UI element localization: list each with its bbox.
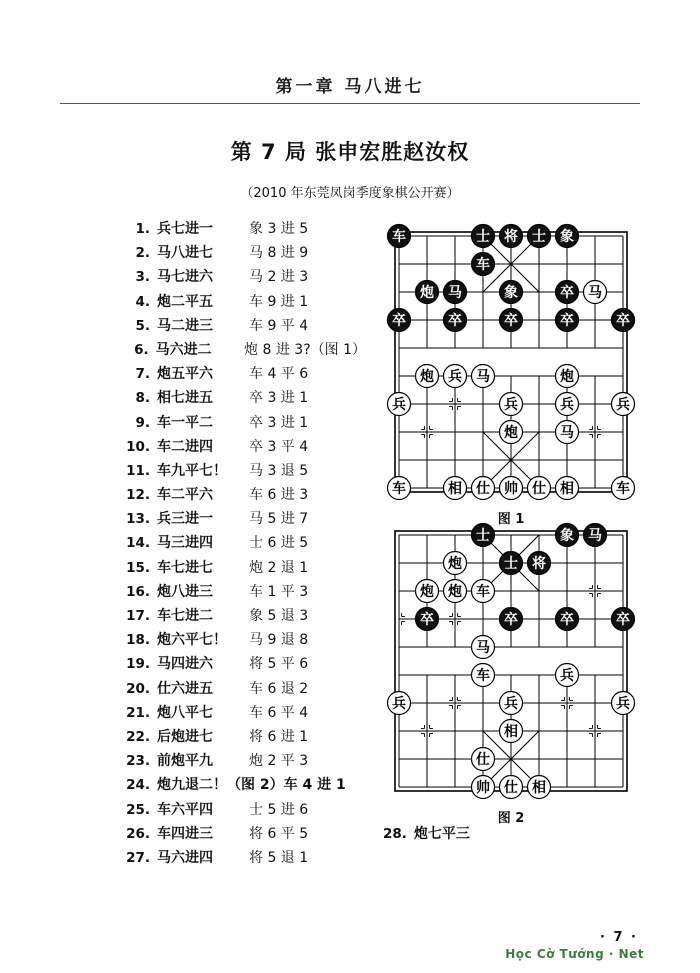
move-number: 10. (126, 438, 150, 455)
board-piece (472, 225, 495, 248)
move-black: 卒 3 进 1 (249, 414, 309, 431)
board-piece (500, 720, 523, 743)
piece-label: 象 (504, 285, 518, 302)
move-row (116, 702, 366, 726)
piece-label: 士 (504, 556, 518, 573)
piece-label: 炮 (420, 285, 434, 302)
move-black: 炮 2 退 1 (249, 559, 309, 576)
move-number: 2. (135, 245, 150, 262)
piece-label: 将 (532, 556, 546, 573)
piece-label: 兵 (392, 397, 406, 414)
piece-label: 卒 (504, 612, 518, 629)
move-red: 兵三进一 (157, 511, 213, 528)
move-black: 车 6 进 3 (249, 487, 309, 504)
move-row (116, 774, 366, 798)
diagram1-svg (383, 220, 639, 504)
piece-label: 帅 (504, 481, 518, 498)
move-black: 象 5 退 3 (249, 608, 309, 624)
move-number: 7. (135, 366, 150, 383)
board-piece (556, 477, 579, 500)
piece-label: 车 (616, 481, 630, 498)
move-black: 炮 2 平 3 (249, 753, 309, 770)
piece-label: 相 (504, 724, 518, 741)
board-piece (444, 552, 467, 575)
move-row (116, 242, 366, 266)
board-piece (556, 608, 579, 631)
board-piece (500, 692, 523, 715)
move-red: 前炮平九 (157, 753, 213, 770)
move-red: 马八进七 (157, 245, 213, 262)
move-black: 马 9 退 8 (249, 632, 309, 649)
board-piece (388, 309, 411, 332)
page-title: 第 7 局 张申宏胜赵汝权 (230, 140, 470, 164)
piece-label: 象 (560, 229, 574, 246)
board-piece (556, 309, 579, 332)
board-piece (556, 365, 579, 388)
board-piece (612, 692, 635, 715)
move-row (116, 678, 366, 702)
move-number: 13. (126, 511, 150, 528)
board-piece (500, 393, 523, 416)
piece-label: 卒 (448, 313, 462, 330)
move-black: 车 9 平 4 (249, 317, 309, 334)
piece-label: 仕 (476, 752, 490, 769)
piece-label: 兵 (560, 668, 574, 685)
piece-label: 士 (476, 229, 490, 246)
piece-label: 马 (476, 640, 490, 657)
board-piece (388, 225, 411, 248)
move-red: 车七进二 (157, 608, 213, 624)
piece-label: 炮 (504, 425, 518, 442)
move-red: 炮六平七！ (157, 632, 227, 649)
move-red: 仕六进五 (157, 680, 213, 697)
piece-label: 仕 (504, 780, 518, 797)
piece-label: 相 (560, 481, 574, 498)
piece-label: 车 (476, 584, 490, 601)
board-piece (584, 524, 607, 547)
move-red: 车二进四 (157, 438, 213, 455)
move-red: 车四进三 (157, 825, 213, 842)
board-piece (500, 776, 523, 799)
move-number: 23. (126, 753, 150, 770)
move-red: 车一平二 (157, 414, 213, 431)
board-piece (612, 608, 635, 631)
piece-label: 车 (476, 257, 490, 274)
move-black: 车 6 退 2 (249, 680, 309, 697)
move-row (116, 508, 366, 532)
move-number: 26. (126, 825, 150, 842)
move-row (116, 266, 366, 290)
move-number: 19. (126, 656, 150, 673)
piece-label: 炮 (420, 584, 434, 601)
piece-label: 炮 (448, 584, 462, 601)
watermark: Học Cờ Tướng · Net (505, 947, 644, 961)
move-row (116, 315, 366, 339)
move-number: 3. (135, 269, 150, 286)
move-row (116, 387, 366, 411)
board-piece (472, 664, 495, 687)
move-red: 车九平七！ (157, 462, 227, 479)
piece-label: 兵 (504, 397, 518, 414)
piece-label: 炮 (448, 556, 462, 573)
move-number: 9. (135, 414, 150, 431)
piece-label: 卒 (560, 285, 574, 302)
diagram-1-caption: 图 1 (497, 512, 525, 527)
move-number: 16. (126, 583, 150, 600)
board-piece (500, 309, 523, 332)
piece-label: 象 (560, 528, 574, 545)
piece-label: 卒 (560, 313, 574, 330)
move-number: 11. (126, 462, 150, 479)
diagram-2 (383, 519, 639, 826)
board-piece (444, 281, 467, 304)
board-piece (444, 309, 467, 332)
move-red: 后炮进七 (157, 728, 213, 745)
move-row (116, 605, 366, 629)
piece-label: 卒 (616, 313, 630, 330)
board-piece (416, 608, 439, 631)
move-black: 马 3 退 5 (249, 462, 309, 479)
move-red: 车二平六 (157, 487, 213, 504)
move-black: 炮 8 进 3?（图 1） (244, 341, 366, 358)
move-row (116, 484, 366, 508)
move-number: 20. (126, 680, 150, 697)
board-piece (472, 253, 495, 276)
move-black: 马 8 进 9 (249, 245, 309, 262)
move-number: 15. (126, 559, 150, 576)
piece-label: 车 (392, 481, 406, 498)
move-number: 5. (135, 317, 150, 334)
piece-label: 兵 (616, 696, 630, 713)
move-black: 马 2 进 3 (249, 269, 309, 286)
board-piece (416, 281, 439, 304)
piece-label: 相 (532, 780, 546, 797)
move-red: 兵七进一 (157, 221, 213, 237)
move-row (116, 436, 366, 460)
board-piece (612, 477, 635, 500)
piece-label: 车 (476, 668, 490, 685)
board-piece (472, 365, 495, 388)
move-red: 炮八平七 (157, 704, 213, 721)
move-black: 将 5 平 6 (249, 656, 309, 673)
piece-label: 炮 (420, 369, 434, 386)
board-piece (472, 776, 495, 799)
move-row (116, 799, 366, 823)
move-black: 象 3 进 5 (249, 221, 309, 237)
move-row (116, 339, 366, 363)
move-red: 马七进六 (157, 269, 213, 286)
move-number: 22. (126, 728, 150, 745)
move-black: 士 6 进 5 (249, 535, 309, 552)
board-piece (416, 580, 439, 603)
move-28-red: 炮七平三 (413, 826, 470, 842)
piece-label: 相 (448, 481, 462, 498)
move-row (116, 653, 366, 677)
running-head-text: 第一章 马八进七 (275, 77, 425, 97)
move-row (116, 291, 366, 315)
board-piece (556, 281, 579, 304)
board-piece (612, 393, 635, 416)
board-piece (528, 776, 551, 799)
move-number: 24. (126, 777, 150, 794)
piece-label: 士 (476, 528, 490, 545)
board-piece (556, 225, 579, 248)
piece-label: 卒 (616, 612, 630, 629)
board-piece (388, 393, 411, 416)
move-black: 车 1 平 3 (249, 583, 309, 600)
page-number: · 7 · (600, 930, 638, 945)
piece-label: 炮 (560, 369, 574, 386)
move-red: 相七进五 (157, 390, 213, 407)
move-red: 马四进六 (157, 656, 213, 673)
move-black: 卒 3 进 1 (249, 390, 309, 407)
piece-label: 马 (560, 425, 574, 442)
piece-label: 马 (448, 285, 462, 302)
running-head-rule (60, 103, 640, 104)
move-red: 马三进四 (157, 535, 213, 552)
move-28-number: 28. (383, 826, 407, 842)
move-red: 车六平四 (157, 801, 213, 818)
move-number: 1. (135, 221, 150, 237)
move-row (116, 532, 366, 556)
move-number: 21. (126, 704, 150, 721)
move-black: 马 5 进 7 (249, 511, 309, 528)
move-number: 18. (126, 632, 150, 649)
board-piece (416, 365, 439, 388)
board-piece (528, 477, 551, 500)
move-row (116, 218, 366, 242)
move-red: 炮八进三 (157, 583, 213, 600)
board-piece (472, 580, 495, 603)
move-black: 车 6 平 4 (249, 704, 309, 721)
piece-label: 卒 (504, 313, 518, 330)
board-piece (556, 524, 579, 547)
move-row (116, 363, 366, 387)
board-piece (556, 393, 579, 416)
piece-label: 车 (392, 229, 406, 246)
move-row (116, 823, 366, 847)
diagram2-svg (383, 519, 639, 803)
board-piece (500, 225, 523, 248)
move-row (116, 581, 366, 605)
piece-label: 马 (588, 528, 602, 545)
board-piece (388, 692, 411, 715)
move-red: 炮二平五 (157, 293, 213, 310)
piece-label: 卒 (560, 612, 574, 629)
move-number: 27. (126, 849, 150, 866)
move-black: 卒 3 平 4 (249, 438, 309, 455)
move-row (116, 629, 366, 653)
board-piece (528, 552, 551, 575)
piece-label: 卒 (392, 313, 406, 330)
move-row (116, 750, 366, 774)
board-piece (500, 552, 523, 575)
move-number: 14. (126, 535, 150, 552)
piece-label: 仕 (532, 481, 546, 498)
move-number: 12. (126, 487, 150, 504)
move-red: 炮五平六 (157, 366, 213, 383)
move-list (116, 218, 366, 871)
piece-label: 兵 (504, 696, 518, 713)
board-piece (528, 225, 551, 248)
diagram-2-caption: 图 2 (497, 811, 525, 826)
board-piece (444, 477, 467, 500)
piece-label: 士 (532, 229, 546, 246)
board-piece (612, 309, 635, 332)
move-row (116, 557, 366, 581)
board-piece (500, 477, 523, 500)
move-row (116, 460, 366, 484)
board-piece (584, 281, 607, 304)
piece-label: 仕 (476, 481, 490, 498)
piece-label: 将 (504, 229, 518, 246)
move-row (116, 412, 366, 436)
board-piece (500, 281, 523, 304)
board-piece (500, 421, 523, 444)
move-red: 炮九退二！（图 2）车 4 进 1 (157, 777, 346, 794)
piece-label: 兵 (448, 369, 462, 386)
board-piece (472, 524, 495, 547)
move-black: 将 6 进 1 (249, 728, 309, 745)
board-piece (444, 365, 467, 388)
board-piece (556, 664, 579, 687)
move-black: 车 9 进 1 (249, 293, 309, 310)
piece-label: 马 (476, 369, 490, 386)
move-28 (383, 823, 470, 843)
move-number: 8. (135, 390, 150, 407)
move-row (116, 726, 366, 750)
board-piece (388, 477, 411, 500)
move-number: 4. (135, 293, 150, 310)
board-piece (500, 608, 523, 631)
page-subtitle: （2010 年东莞凤岗季度象棋公开赛） (240, 186, 460, 201)
move-red: 车七进七 (157, 559, 213, 576)
piece-label: 兵 (616, 397, 630, 414)
board-piece (472, 748, 495, 771)
board-piece (444, 580, 467, 603)
piece-label: 帅 (476, 780, 490, 797)
board-piece (556, 421, 579, 444)
piece-label: 兵 (560, 397, 574, 414)
diagram-1 (383, 220, 639, 527)
board-piece (472, 477, 495, 500)
move-black: 将 6 平 5 (249, 825, 309, 842)
running-head (60, 72, 640, 104)
move-number: 17. (126, 608, 150, 624)
move-red: 马六进四 (157, 849, 213, 866)
move-red: 马二进三 (157, 317, 213, 334)
move-black: 车 4 平 6 (249, 366, 309, 383)
move-number: 6. (134, 341, 149, 358)
move-black: 士 5 进 6 (249, 801, 309, 818)
board-piece (472, 636, 495, 659)
move-black: 将 5 退 1 (249, 849, 309, 866)
piece-label: 卒 (420, 612, 434, 629)
move-row (116, 847, 366, 871)
move-number: 25. (126, 801, 150, 818)
piece-label: 马 (588, 285, 602, 302)
piece-label: 兵 (392, 696, 406, 713)
move-red: 马六进二 (155, 341, 212, 358)
